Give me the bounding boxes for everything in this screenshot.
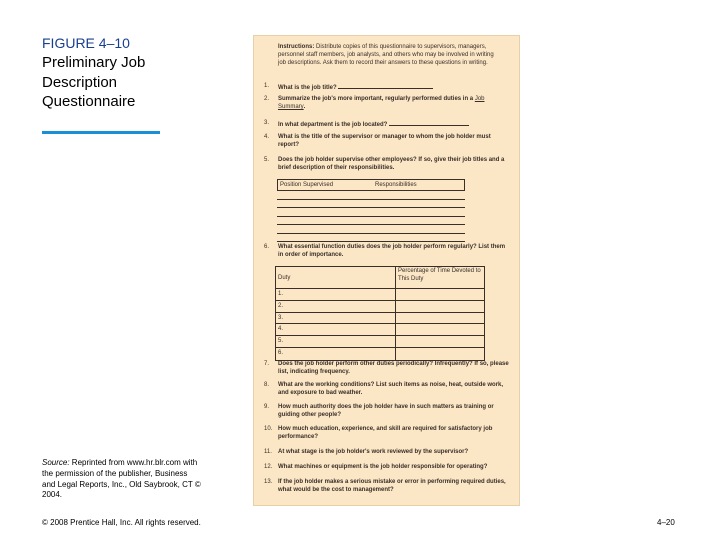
table-row (277, 208, 465, 217)
table-row (276, 289, 484, 301)
question-number: 11. (264, 449, 272, 455)
question-text: How much authority does the job holder have in such matters as training or guiding other people? (278, 404, 494, 418)
question-text: In what department is the job located? (278, 122, 388, 128)
instructions-text: Distribute copies of this questionnaire to supervisors, managers, personnel staff members, job analysts, and others who may be involved in writing job descriptions. Ask them to record their answers to these questions in writing. (278, 44, 494, 66)
answer-line (389, 120, 469, 126)
duty-number: 4. (276, 324, 396, 335)
question-7 (264, 361, 509, 377)
table-header-responsibilities: Responsibilities (375, 182, 417, 188)
question-text: What is the title of the supervisor or manager to whom the job holder must report? (278, 134, 491, 148)
duty-number: 5. (276, 336, 396, 347)
question-9 (264, 404, 509, 420)
question-number: 1. (264, 83, 270, 89)
table-row (277, 234, 465, 243)
question-text: Does the job holder perform other duties periodically? Infrequently? If so, please list, indicating frequency. (278, 361, 509, 375)
table-row (277, 191, 465, 200)
question-13 (264, 479, 509, 495)
table-row (276, 348, 484, 360)
question-text: How much education, experience, and skill are required for satisfactory job performance? (278, 426, 493, 440)
question-1 (264, 83, 509, 93)
supervised-positions-table (277, 179, 465, 242)
instructions (278, 44, 500, 67)
question-text: What are the working conditions? List such items as noise, heat, outside work, and exposure to bad weather. (278, 382, 504, 396)
question-11 (264, 449, 509, 457)
table-row (276, 336, 484, 348)
question-number: 3. (264, 120, 270, 126)
table-row (277, 217, 465, 226)
question-10 (264, 426, 509, 442)
question-number: 8. (264, 382, 270, 388)
table-row (276, 313, 484, 325)
question-text: What essential function duties does the job holder perform regularly? List them in order of importance. (278, 244, 506, 258)
table-row (276, 301, 484, 313)
question-5 (264, 157, 509, 173)
question-number: 5. (264, 157, 270, 163)
question-number: 7. (264, 361, 270, 367)
table-row (277, 200, 465, 209)
duty-number: 6. (276, 348, 396, 360)
question-number: 12. (264, 464, 273, 470)
question-text: What is the job title? (278, 85, 337, 91)
question-4 (264, 134, 509, 150)
question-text: What machines or equipment is the job holder responsible for operating? (278, 464, 488, 470)
question-text: If the job holder makes a serious mistake or error in performing required duties, what would be the cost to management? (278, 479, 506, 493)
question-number: 6. (264, 244, 270, 250)
question-text: Summarize the job's more important, regularly performed duties in a (278, 96, 474, 102)
answer-line (338, 83, 433, 89)
question-3 (264, 120, 509, 130)
source-note (42, 458, 202, 501)
source-label: Source: (42, 458, 70, 467)
duties-table (275, 266, 485, 361)
duty-number: 2. (276, 301, 396, 312)
page-number: 4–20 (657, 518, 675, 527)
job-summary-link: Job Summary (278, 96, 485, 110)
question-2: 2. Summarize the job's more important, regularly performed duties in a Job Summary. (264, 96, 485, 110)
instructions-label: Instructions: (278, 44, 315, 50)
questionnaire-form (253, 35, 520, 506)
copyright-notice: © 2008 Prentice Hall, Inc. All rights reserved. (42, 518, 201, 527)
source-text: Reprinted from www.hr.blr.com with the permission of the publisher, Business and Legal Reports, Inc., Old Saybrook, CT © 2004. (42, 458, 201, 500)
table-row (276, 324, 484, 336)
table-header-percentage: Percentage of Time Devoted to This Duty (398, 268, 481, 282)
question-12 (264, 464, 509, 472)
title-underline (42, 131, 160, 134)
question-6 (264, 244, 509, 260)
question-8 (264, 382, 509, 398)
question-text: Does the job holder supervise other employees? If so, give their job titles and a brief description of their responsibilities. (278, 157, 505, 171)
question-number: 2. (264, 96, 270, 102)
figure-title: Preliminary Job Description Questionnaire (42, 54, 146, 110)
duty-number: 3. (276, 313, 396, 324)
question-number: 10. (264, 426, 273, 432)
duty-number: 1. (276, 289, 396, 300)
question-number: 9. (264, 404, 270, 410)
question-number: 4. (264, 134, 270, 140)
table-header-position: Position Supervised (280, 182, 334, 188)
table-row (277, 225, 465, 234)
question-number: 13. (264, 479, 273, 485)
table-header-duty: Duty (276, 267, 396, 288)
figure-label: FIGURE 4–10 (42, 35, 130, 51)
question-text: At what stage is the job holder's work reviewed by the supervisor? (278, 449, 469, 455)
